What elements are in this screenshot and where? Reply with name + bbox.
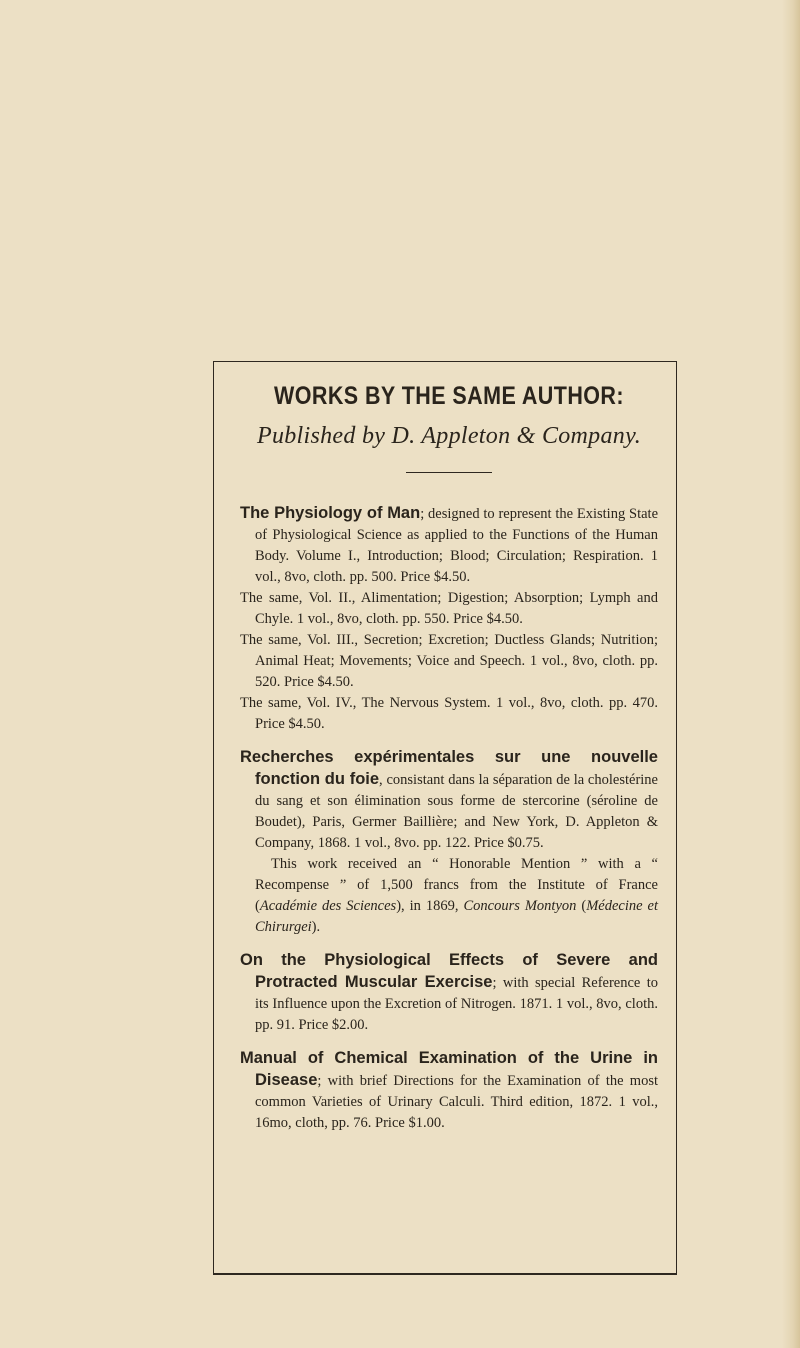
note-text: ), in 1869, bbox=[396, 898, 464, 914]
book-entry-text bbox=[240, 747, 658, 854]
book-entry-urine-manual bbox=[240, 1048, 658, 1134]
volume-entry: The same, Vol. III., Secretion; Excretion; Ductless Glands; Nutrition; Animal Heat; Movements; Voice and Speech. 1 vol., 8vo, cloth. pp. 520. Price $4.50. bbox=[240, 632, 658, 690]
award-note bbox=[240, 854, 658, 938]
book-entry-recherches bbox=[240, 747, 658, 938]
volume-entry: The same, Vol. II., Alimentation; Digestion; Absorption; Lymph and Chyle. 1 vol., 8vo, cloth. pp. 550. Price $4.50. bbox=[240, 590, 658, 627]
book-title: Recherches expérimentales sur une nouvelle fonction du foie bbox=[240, 748, 658, 788]
advertisement-box bbox=[213, 361, 677, 1275]
book-entry-text bbox=[240, 1048, 658, 1134]
note-italic: Médecine et Chirurgei bbox=[255, 898, 659, 935]
note-text: ). bbox=[311, 919, 321, 935]
book-title: On the Physiological Effects of Severe and Protracted Muscular Exercise bbox=[240, 951, 658, 991]
book-description: , consistant dans la séparation de la cholestérine du sang et son élimination sous forme de stercorine (séroline de Boudet), Paris, Germer Baillière; and New York, D. Appleton & Company, 1868. 1 vol., 8vo. pp. 122. Price $0.75. bbox=[255, 772, 658, 851]
note-italic: Académie des Sciences bbox=[259, 898, 397, 914]
book-title: The Physiology of Man bbox=[240, 504, 421, 522]
book-entry-physiology-of-man bbox=[240, 503, 658, 735]
note-text: ( bbox=[576, 898, 587, 914]
book-entry-text bbox=[240, 503, 658, 588]
book-entry-text bbox=[240, 950, 658, 1036]
volume-entry: The same, Vol. IV., The Nervous System. 1 vol., 8vo, cloth. pp. 470. Price $4.50. bbox=[240, 695, 658, 732]
divider-rule bbox=[406, 472, 492, 473]
book-description: ; designed to represent the Existing State of Physiological Science as applied to the Functions of the Human Body. Volume I., Introduction; Blood; Circulation; Respiration. 1 vol., 8vo, cloth. pp. 500. Price $4.50. bbox=[255, 506, 659, 585]
ad-heading: WORKS BY THE SAME AUTHOR: bbox=[274, 382, 624, 410]
note-text: This work received an “ Honorable Mention ” with a “ Recompense ” of 1,500 francs from the Institute of France ( bbox=[255, 856, 658, 914]
page-edge bbox=[782, 0, 800, 1348]
publisher-line: Published by D. Appleton & Company. bbox=[256, 423, 642, 449]
book-description: ; with special Reference to its Influence upon the Excretion of Nitrogen. 1871. 1 vol., 8vo, cloth. pp. 91. Price $2.00. bbox=[255, 975, 658, 1033]
note-italic: Concours Montyon bbox=[463, 898, 577, 914]
book-entry-muscular-exercise bbox=[240, 950, 658, 1036]
book-title: Manual of Chemical Examination of the Urine in Disease bbox=[240, 1049, 658, 1089]
book-description: ; with brief Directions for the Examination of the most common Varieties of Urinary Calculi. Third edition, 1872. 1 vol., 16mo, cloth, pp. 76. Price $1.00. bbox=[255, 1073, 658, 1131]
